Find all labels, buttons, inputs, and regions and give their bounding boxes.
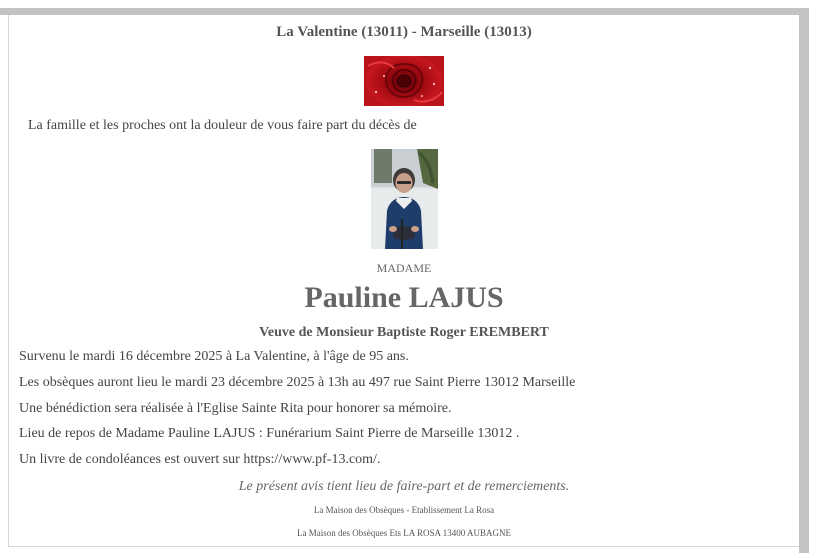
detail-line-death: Survenu le mardi 16 décembre 2025 à La Valentine, à l'âge de 95 ans. [19, 349, 409, 364]
deceased-title: MADAME [376, 261, 432, 275]
widow-of-line: Veuve de Monsieur Baptiste Roger EREMBERT [259, 325, 549, 340]
detail-line-condolences: Un livre de condoléances est ouvert sur https://www.pf-13.com/. [19, 452, 381, 467]
portrait-photo [371, 149, 438, 249]
funeral-home-line: La Maison des Obsèques - Etablissement La Rosa [313, 505, 495, 515]
red-rose-icon [364, 56, 444, 106]
funeral-home-address: La Maison des Obsèques Ets LA ROSA 13400 AUBAGNE [297, 528, 511, 538]
obituary-notice [9, 15, 799, 546]
intro-text: La famille et les proches ont la douleur de vous faire part du décès de [28, 118, 417, 133]
location-header: La Valentine (13011) - Marseille (13013) [276, 24, 532, 40]
detail-line-blessing: Une bénédiction sera réalisée à l'Eglise Sainte Rita pour honorer sa mémoire. [19, 401, 452, 416]
deceased-name: Pauline LAJUS [304, 281, 504, 314]
notice-text: Le présent avis tient lieu de faire-part et de remerciements. [238, 479, 570, 494]
frame-top-border [0, 8, 809, 15]
frame-right-border [799, 8, 809, 553]
frame-bottom-border [8, 546, 799, 547]
detail-line-resting-place: Lieu de repos de Madame Pauline LAJUS : Funérarium Saint Pierre de Marseille 13012 . [19, 426, 520, 441]
detail-line-funeral: Les obsèques auront lieu le mardi 23 décembre 2025 à 13h au 497 rue Saint Pierre 13012 Marseille [19, 375, 576, 390]
